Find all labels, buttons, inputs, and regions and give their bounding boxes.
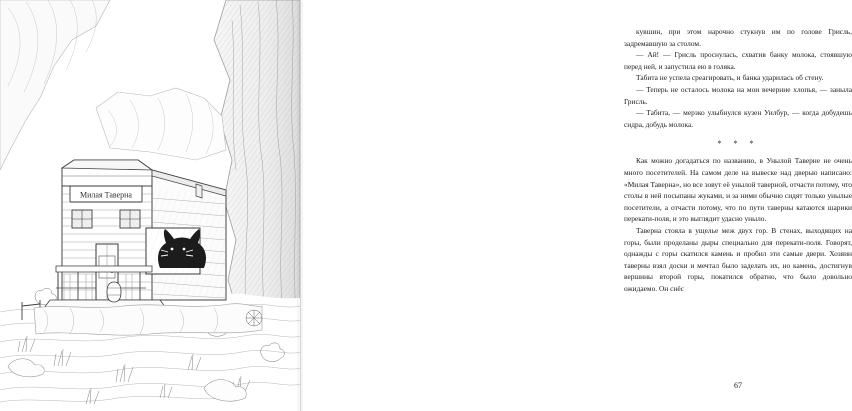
tavern-illustration <box>0 0 300 411</box>
paragraph: Табита не успела среагировать, и банка ударилась об стену. <box>636 73 824 83</box>
page-number: 67 <box>734 381 742 390</box>
paragraph: Как можно догадаться по названию, в Унылой Таверне не очень много посетителей. На самом деле на вывеске над дверью написано: «Милая Таверна», но все зовут её унылой таверной, отчасти потому, что столы в ней посыпаны жуками, и за ними обычно сидят только унылые посетители, а отчасти потому, что по пути таверны катаются шарики перекати-поля, и это выглядит удасно уныло. <box>624 156 852 224</box>
paragraph: — Теперь не осталось молока на мои вечерние хлопья, — заныла Грисль. <box>624 84 852 106</box>
right-page <box>300 0 852 411</box>
illustration-svg <box>0 0 300 411</box>
paragraph: — Табита, — мерзко улыбнулся кузен Уилбур, — когда добудешь сидра, добудь молока. <box>624 108 852 129</box>
tavern-sign <box>70 186 142 202</box>
left-page <box>0 0 300 411</box>
tumbleweed <box>246 310 262 326</box>
scene-separator: * * * <box>717 139 759 149</box>
barrel <box>107 282 121 302</box>
cat-window <box>146 228 206 274</box>
body-text-column <box>624 26 852 294</box>
paragraph: — Ай! — Грисль проснулась, схватив банку молока, стоявшую перед ней, и запустила ею в голяка. <box>624 50 852 71</box>
paragraph: Таверна стояла в ущелье меж двух гор. В стенах, выходящих на горы, были проделаны дыры специально для перекати-поля. Говорят, однажды с горы скатился камень и пробил эти самые двери. Хозяин таверны взял доски и мечтал было заделать их, но камень, достигнув вершины второй горы, покатился обратно, что было довольно ожидаемо. Он снёс <box>624 225 852 293</box>
stove-pipe <box>196 184 202 198</box>
paragraph: кувшин, при этом нарочно стукнув им по голове Грисль, задремавшую за столом. <box>624 27 852 48</box>
tavern-sign-text: Милая Таверна <box>80 190 132 200</box>
book-gutter <box>297 0 303 411</box>
rock-base <box>34 304 262 336</box>
